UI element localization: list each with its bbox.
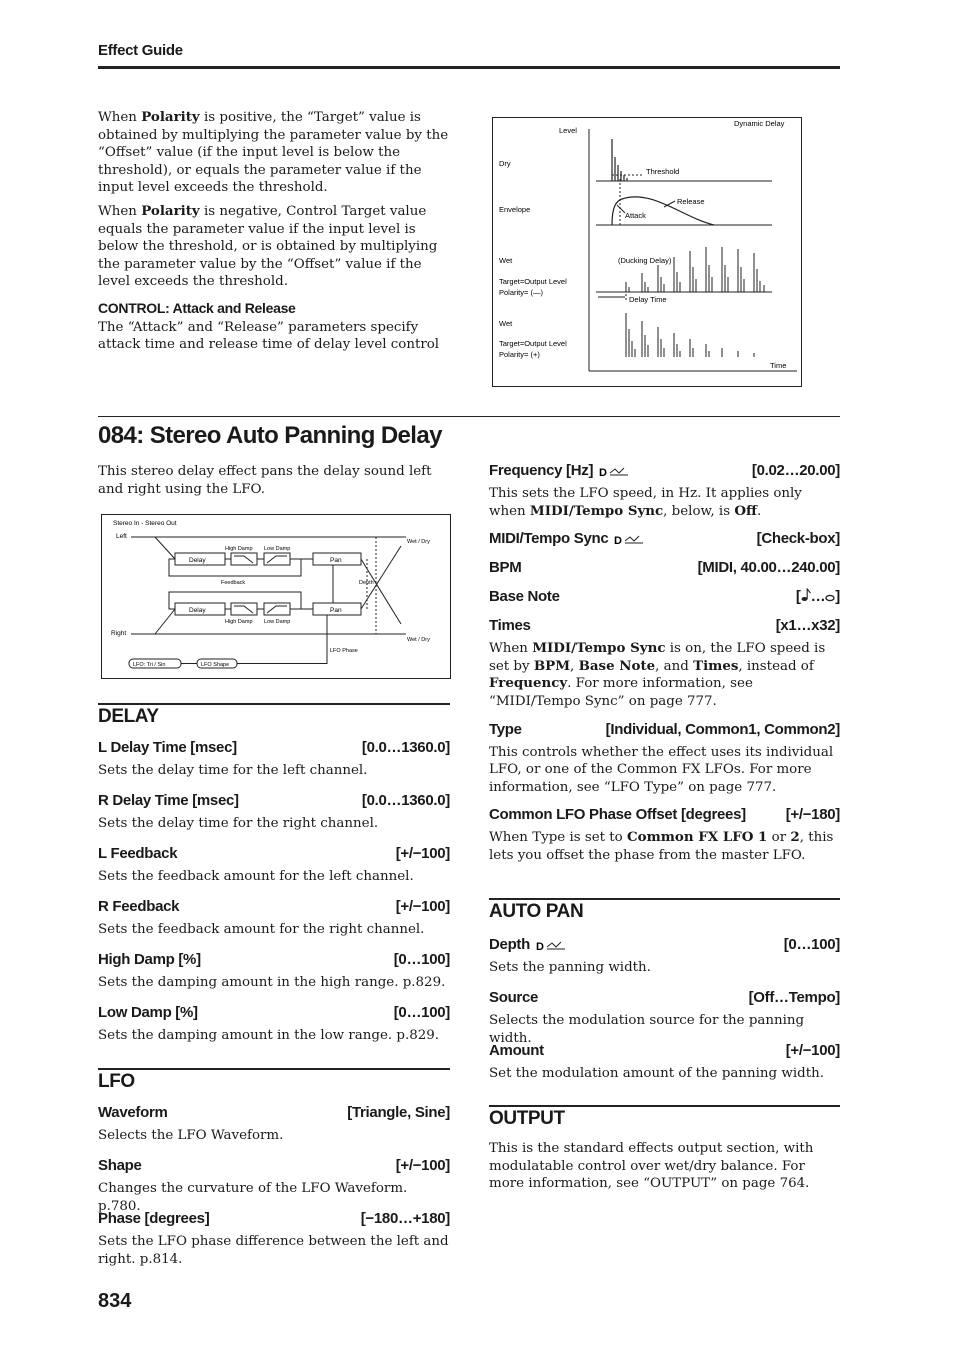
dyn-wet2-label: Wet bbox=[499, 319, 513, 328]
dyn-level-label: Level bbox=[559, 126, 577, 135]
bd-delay1: Delay bbox=[189, 557, 206, 564]
output-desc: This is the standard effects output section, with modulatable control over wet/dry balance. For more information, see “OUTPUT” on page 764. bbox=[489, 1141, 814, 1192]
block-diagram bbox=[101, 514, 451, 679]
title-rule bbox=[98, 416, 840, 417]
intro-text bbox=[98, 109, 450, 354]
whole-note-icon bbox=[825, 588, 835, 602]
param-frequency: Frequency [Hz] D [0.02…20.00] This sets the LFO speed, in Hz. It applies only when MIDI/Tempo Sync, below, is Off. bbox=[489, 462, 840, 519]
delay-rule bbox=[98, 703, 450, 705]
bd-left-label: Left bbox=[116, 533, 127, 540]
output-rule bbox=[489, 1105, 840, 1107]
lfo-rule bbox=[98, 1068, 450, 1070]
ducking-waveform bbox=[626, 247, 764, 292]
bd-delay2: Delay bbox=[189, 607, 206, 614]
dyn-delay-time-label: Delay Time bbox=[629, 295, 667, 304]
param-amount: Amount [+/−100] Set the modulation amount of the panning width. bbox=[489, 1042, 840, 1081]
param-type: Type [Individual, Common1, Common2] This controls whether the effect uses its individual LFO, or one of the Common FX LFOs. For more information, see “LFO Type” on page 777. bbox=[489, 720, 840, 795]
eighth-note-icon bbox=[801, 588, 811, 602]
bd-high-damp1: High Damp bbox=[225, 546, 253, 552]
dyn-dry-label: Dry bbox=[499, 159, 511, 168]
dynamic-delay-diagram bbox=[492, 117, 802, 387]
bd-wet-dry1: Wet / Dry bbox=[407, 539, 430, 545]
autopan-params bbox=[489, 936, 840, 1083]
running-header: Effect Guide bbox=[98, 42, 183, 59]
bd-wet-dry2: Wet / Dry bbox=[407, 637, 430, 643]
bd-feedback: Feedback bbox=[221, 580, 246, 586]
svg-text:D: D bbox=[536, 941, 544, 952]
polarity-negative-paragraph: When Polarity is negative, Control Target value equals the parameter value if the input level is below the threshold, or is obtained by multiplying the parameter value by the “Offset” value if the level exceeds the threshold. bbox=[98, 202, 438, 290]
param-shape: Shape [+/−100] Changes the curvature of the LFO Waveform. p.780. bbox=[98, 1157, 450, 1214]
delay-section-title: DELAY bbox=[98, 706, 159, 727]
dyn-threshold-label: Threshold bbox=[646, 167, 680, 176]
dyn-release-label: Release bbox=[677, 197, 705, 206]
dyn-target2b: Polarity= (+) bbox=[499, 350, 540, 359]
bd-right-label: Right bbox=[111, 630, 127, 637]
dmod-icon bbox=[599, 465, 629, 477]
dyn-wet1-label: Wet bbox=[499, 256, 513, 265]
dmod-icon bbox=[536, 939, 566, 951]
dyn-attack-label: Attack bbox=[625, 211, 646, 220]
dyn-time-label: Time bbox=[770, 361, 787, 370]
param-l-delay-time: L Delay Time [msec] [0.0…1360.0] Sets the delay time for the left channel. bbox=[98, 739, 450, 778]
control-heading: CONTROL: Attack and Release bbox=[98, 299, 296, 316]
svg-text:D: D bbox=[614, 535, 623, 546]
polarity-positive-paragraph: When Polarity is positive, the “Target” value is obtained by multiplying the parameter value by the “Offset” value (if the input level is below the threshold), or equals the parameter value if the input level exceeds the threshold. bbox=[98, 109, 449, 196]
param-common-lfo-phase-offset: Common LFO Phase Offset [degrees] [+/−180] When Type is set to Common FX LFO 1 or 2, this lets you offset the phase from the master LFO. bbox=[489, 806, 840, 863]
param-depth: Depth D [0…100] Sets the panning width. bbox=[489, 936, 840, 975]
lfo-params bbox=[98, 1104, 450, 1268]
autopan-rule bbox=[489, 898, 840, 900]
dmod-icon bbox=[614, 533, 644, 545]
effect-title: 084: Stereo Auto Panning Delay bbox=[98, 422, 442, 449]
dyn-target1b: Polarity= (—) bbox=[499, 288, 543, 297]
param-phase: Phase [degrees] [−180…+180] Sets the LFO phase difference between the left and right. p.814. bbox=[98, 1210, 450, 1267]
output-section-title: OUTPUT bbox=[489, 1108, 565, 1129]
lfo-section-title: LFO bbox=[98, 1071, 135, 1092]
bd-low-damp2: Low Damp bbox=[264, 619, 291, 625]
bd-high-damp2: High Damp bbox=[225, 619, 253, 625]
bd-title: Stereo In - Stereo Out bbox=[113, 520, 177, 527]
param-source: Source [Off…Tempo] Selects the modulation source for the panning width. bbox=[489, 989, 840, 1046]
dyn-target1a: Target=Output Level bbox=[499, 277, 567, 286]
header-rule bbox=[98, 66, 840, 69]
dyn-envelope-label: Envelope bbox=[499, 205, 531, 214]
svg-text:D: D bbox=[599, 467, 607, 478]
param-l-feedback: L Feedback [+/−100] Sets the feedback amount for the left channel. bbox=[98, 845, 450, 884]
param-bpm: BPM [MIDI, 40.00…240.00] bbox=[489, 559, 840, 577]
dyn-target2a: Target=Output Level bbox=[499, 339, 567, 348]
bd-lfo-tri-sin: LFO: Tri / Sin bbox=[133, 662, 166, 668]
page-number: 834 bbox=[98, 1290, 132, 1312]
bd-low-damp1: Low Damp bbox=[264, 546, 291, 552]
param-low-damp: Low Damp [%] [0…100] Sets the damping amount in the low range. p.829. bbox=[98, 1004, 450, 1043]
bd-lfo-phase: LFO Phase bbox=[330, 648, 358, 654]
dyn-ducking-label: (Ducking Delay) bbox=[618, 256, 672, 265]
effect-intro: This stereo delay effect pans the delay sound left and right using the LFO. bbox=[98, 464, 432, 497]
wet-plus-waveform bbox=[626, 313, 754, 357]
autopan-section-title: AUTO PAN bbox=[489, 901, 584, 922]
param-midi-tempo-sync: MIDI/Tempo Sync D [Check-box] bbox=[489, 530, 840, 548]
bd-pan2: Pan bbox=[330, 607, 342, 614]
delay-params bbox=[98, 739, 450, 1057]
dyn-title: Dynamic Delay bbox=[734, 119, 785, 128]
bd-lfo-shape: LFO Shape bbox=[201, 662, 230, 668]
right-column bbox=[489, 462, 840, 865]
control-paragraph: The “Attack” and “Release” parameters specify attack time and release time of delay level control bbox=[98, 319, 440, 353]
param-base-note: Base Note [ … ] bbox=[489, 588, 840, 606]
bd-depth: Depth bbox=[359, 580, 374, 586]
param-r-feedback: R Feedback [+/−100] Sets the feedback amount for the right channel. bbox=[98, 898, 450, 937]
param-high-damp: High Damp [%] [0…100] Sets the damping amount in the high range. p.829. bbox=[98, 951, 450, 990]
param-times: Times [x1…x32] When MIDI/Tempo Sync is on, the LFO speed is set by BPM, Base Note, and Times, instead of Frequency. For more information, see “MIDI/Tempo Sync” on page 777. bbox=[489, 617, 840, 709]
param-waveform: Waveform [Triangle, Sine] Selects the LFO Waveform. bbox=[98, 1104, 450, 1143]
bd-pan1: Pan bbox=[330, 557, 342, 564]
param-r-delay-time: R Delay Time [msec] [0.0…1360.0] Sets the delay time for the right channel. bbox=[98, 792, 450, 831]
